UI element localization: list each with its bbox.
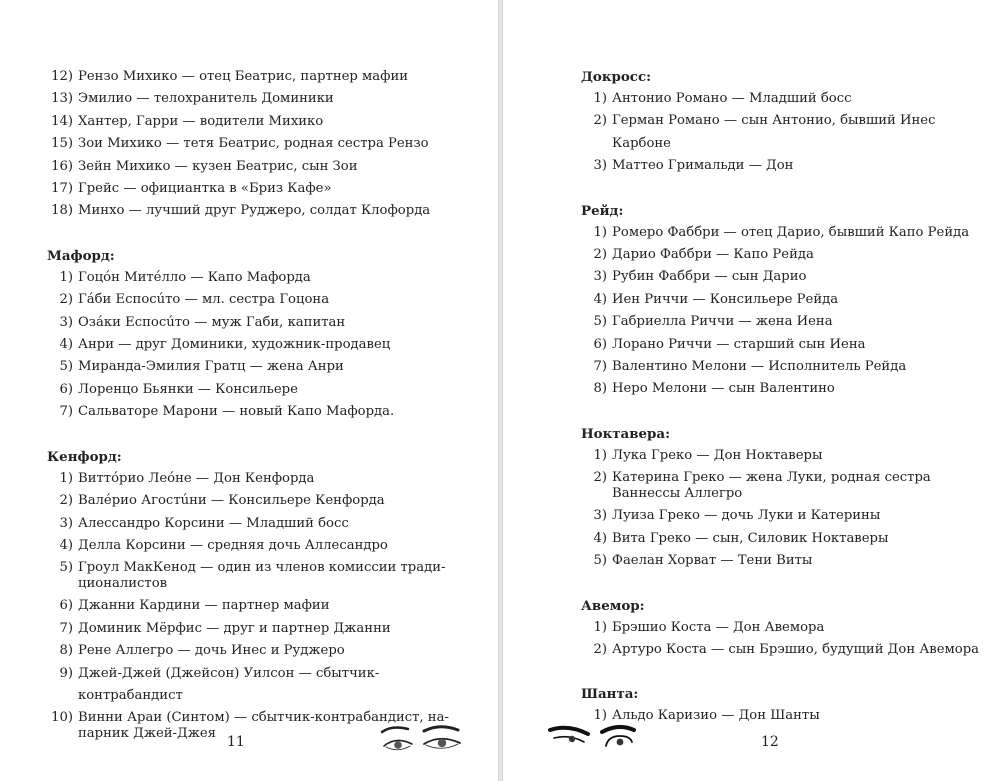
item-number: 4) (59, 537, 73, 553)
list-item (47, 133, 467, 155)
item-text: Минхо — лучший друг Руджеро, солдат Клофорда (78, 203, 431, 219)
item-text: Брэшио Коста — Дон Авемора (612, 619, 825, 635)
item-text: Луиза Греко — дочь Луки и Катерины (612, 508, 881, 524)
item-number: 2) (59, 292, 73, 308)
item-text: Валéрио Агостúни — Консильере Кенфорда (78, 493, 385, 509)
item-text: Лука Греко — Дон Ноктаверы (612, 447, 823, 463)
item-number: 3) (593, 269, 607, 285)
item-number: 10) (51, 710, 73, 726)
item-number: 4) (593, 530, 607, 546)
dokross-list (581, 88, 991, 178)
list-item (581, 639, 991, 661)
item-text: Виттóрио Леóне — Дон Кенфорда (78, 470, 315, 486)
item-number: 5) (59, 560, 73, 576)
list-item (47, 490, 467, 512)
item-text: Гáби Еспосúто — мл. сестра Гоцона (78, 292, 330, 308)
list-item (47, 468, 467, 490)
item-text: Лоренцо Бьянки — Консильере (78, 381, 298, 397)
item-number: 18) (51, 203, 73, 219)
section-heading-reid: Рейд: (581, 202, 624, 219)
list-item (581, 266, 991, 288)
maford-list (47, 267, 467, 424)
item-number: 8) (59, 643, 73, 659)
item-text: Миранда-Эмилия Гратц — жена Анри (78, 359, 344, 375)
list-item (47, 267, 467, 289)
list-item (581, 155, 991, 177)
item-number: 8) (593, 381, 607, 397)
item-text: Катерина Греко — жена Луки, родная сестра Ваннессы Аллегро (612, 470, 931, 502)
item-number: 2) (593, 470, 607, 486)
left-page (0, 0, 499, 781)
item-text: Дарио Фаббри — Капо Рейда (612, 247, 814, 263)
item-text: Рене Аллегро — дочь Инес и Руджеро (78, 643, 345, 659)
item-text: Маттео Гримальди — Дон (612, 158, 794, 174)
item-number: 2) (593, 641, 607, 657)
item-number: 6) (593, 336, 607, 352)
item-number: 4) (593, 291, 607, 307)
item-number: 5) (59, 359, 73, 375)
list-item (47, 535, 467, 557)
item-number: 16) (51, 158, 73, 174)
item-text: Доминик Мёрфис — друг и партнер Джанни (78, 620, 391, 636)
item-number: 7) (59, 620, 73, 636)
item-number: 5) (593, 314, 607, 330)
item-text: Лорано Риччи — старший сын Иена (612, 336, 866, 352)
item-number: 6) (59, 381, 73, 397)
eyes-illustration (548, 722, 638, 762)
item-number: 3) (593, 508, 607, 524)
right-page (503, 0, 1000, 781)
section-heading-noktavera: Ноктавера: (581, 425, 671, 442)
item-text: Алессандро Корсини — Младший босс (78, 515, 349, 531)
list-item (47, 156, 467, 178)
list-item (47, 312, 467, 334)
item-text: Гроул МакКенод — один из членов комиссии тради-ционалистов (78, 560, 446, 592)
section-heading-dokross: Докросс: (581, 69, 652, 85)
item-text: Делла Корсини — средняя дочь Аллесандро (78, 537, 388, 553)
page-number: 12 (761, 734, 779, 750)
list-item (47, 640, 467, 662)
item-number: 13) (51, 91, 73, 107)
item-text: Габриелла Риччи — жена Иена (612, 314, 833, 330)
item-text: Гоцóн Митéлло — Капо Мафорда (78, 269, 311, 285)
item-number: 6) (59, 598, 73, 614)
list-item (47, 289, 467, 311)
item-text: Эмилио — телохранитель Доминики (78, 91, 334, 107)
list-item (47, 618, 467, 640)
list-item (581, 222, 991, 244)
avemor-list (581, 617, 991, 662)
list-item (581, 88, 991, 110)
item-number: 1) (593, 619, 607, 635)
list-item (581, 378, 991, 400)
item-text: Антонио Романо — Младший босс (612, 91, 852, 106)
item-text: Рубин Фаббри — сын Дарио (612, 269, 807, 285)
list-item (47, 334, 467, 356)
item-text: Джанни Кардини — партнер мафии (78, 598, 330, 614)
item-number: 12) (51, 69, 73, 84)
list-item (581, 467, 991, 505)
item-text: Анри — друг Доминики, художник-продавец (78, 337, 391, 353)
item-number: 1) (593, 224, 607, 240)
list-item (581, 289, 991, 311)
section-heading-shanta: Шанта: (581, 686, 639, 703)
item-number: 2) (593, 113, 607, 129)
list-item (47, 595, 467, 617)
cast-list-continued (47, 66, 467, 223)
list-item (47, 200, 467, 222)
list-item (581, 445, 991, 467)
shanta-list (581, 705, 991, 727)
item-number: 3) (59, 515, 73, 531)
item-text: Джей-Джей (Джейсон) Уилсон — сбытчик-контрабандист (78, 665, 380, 703)
kenford-list (47, 468, 467, 746)
item-number: 2) (59, 493, 73, 509)
item-number: 3) (593, 158, 607, 174)
item-number: 14) (51, 113, 73, 129)
item-number: 7) (59, 404, 73, 420)
list-item (581, 244, 991, 266)
left-column (47, 66, 467, 745)
reid-list (581, 222, 991, 401)
list-item (581, 334, 991, 356)
item-text: Рензо Михико — отец Беатрис, партнер мафии (78, 69, 409, 84)
list-item (581, 110, 991, 155)
eyes-illustration (380, 722, 470, 762)
list-item (47, 663, 467, 708)
item-number: 4) (59, 337, 73, 353)
item-text: Валентино Мелони — Исполнитель Рейда (612, 359, 907, 375)
item-number: 1) (59, 269, 73, 285)
item-text: Зейн Михико — кузен Беатрис, сын Зои (78, 158, 358, 174)
page-number: 11 (227, 734, 245, 750)
section-heading-maford: Мафорд: (47, 247, 115, 264)
item-number: 1) (593, 91, 607, 106)
item-number: 7) (593, 359, 607, 375)
list-item (47, 401, 467, 423)
item-text: Хантер, Гарри — водители Михико (78, 113, 324, 129)
list-item (47, 557, 467, 595)
list-item (47, 66, 467, 88)
list-item (581, 311, 991, 333)
section-heading-kenford: Кенфорд: (47, 448, 122, 465)
item-number: 1) (593, 447, 607, 463)
list-item (581, 617, 991, 639)
list-item (581, 356, 991, 378)
item-text: Фаелан Хорват — Тени Виты (612, 553, 813, 569)
item-text: Винни Араи (Синтом) — сбытчик-контрабандист, на-парник Джей-Джея (78, 710, 449, 742)
list-item (581, 550, 991, 572)
list-item (47, 111, 467, 133)
noktavera-list (581, 445, 991, 573)
item-number: 5) (593, 553, 607, 569)
item-text: Альдо Каризио — Дон Шанты (612, 708, 820, 724)
list-item (581, 705, 991, 727)
item-text: Иен Риччи — Консильере Рейда (612, 291, 839, 307)
item-text: Сальваторе Марони — новый Капо Мафорда. (78, 404, 395, 420)
item-text: Грейс — официантка в «Бриз Кафе» (78, 181, 332, 197)
item-text: Артуро Коста — сын Брэшио, будущий Дон Авемора (612, 641, 980, 657)
item-text: Озáки Еспосúто — муж Габи, капитан (78, 314, 346, 330)
item-number: 17) (51, 181, 73, 197)
section-heading-avemor: Авемор: (581, 597, 645, 614)
right-column (581, 66, 991, 728)
item-text: Ромеро Фаббри — отец Дарио, бывший Капо Рейда (612, 224, 970, 240)
list-item (47, 88, 467, 110)
item-text: Вита Греко — сын, Силовик Ноктаверы (612, 530, 889, 546)
item-number: 15) (51, 136, 73, 152)
list-item (581, 528, 991, 550)
item-number: 9) (59, 665, 73, 681)
list-item (47, 178, 467, 200)
item-number: 1) (59, 470, 73, 486)
list-item (581, 505, 991, 527)
item-number: 2) (593, 247, 607, 263)
list-item (47, 379, 467, 401)
item-text: Неро Мелони — сын Валентино (612, 381, 835, 397)
item-text: Герман Романо — сын Антонио, бывший Инес Карбоне (612, 113, 936, 151)
list-item (47, 356, 467, 378)
item-number: 1) (593, 708, 607, 724)
item-text: Зои Михико — тетя Беатрис, родная сестра Рензо (78, 136, 429, 152)
list-item (47, 513, 467, 535)
item-number: 3) (59, 314, 73, 330)
